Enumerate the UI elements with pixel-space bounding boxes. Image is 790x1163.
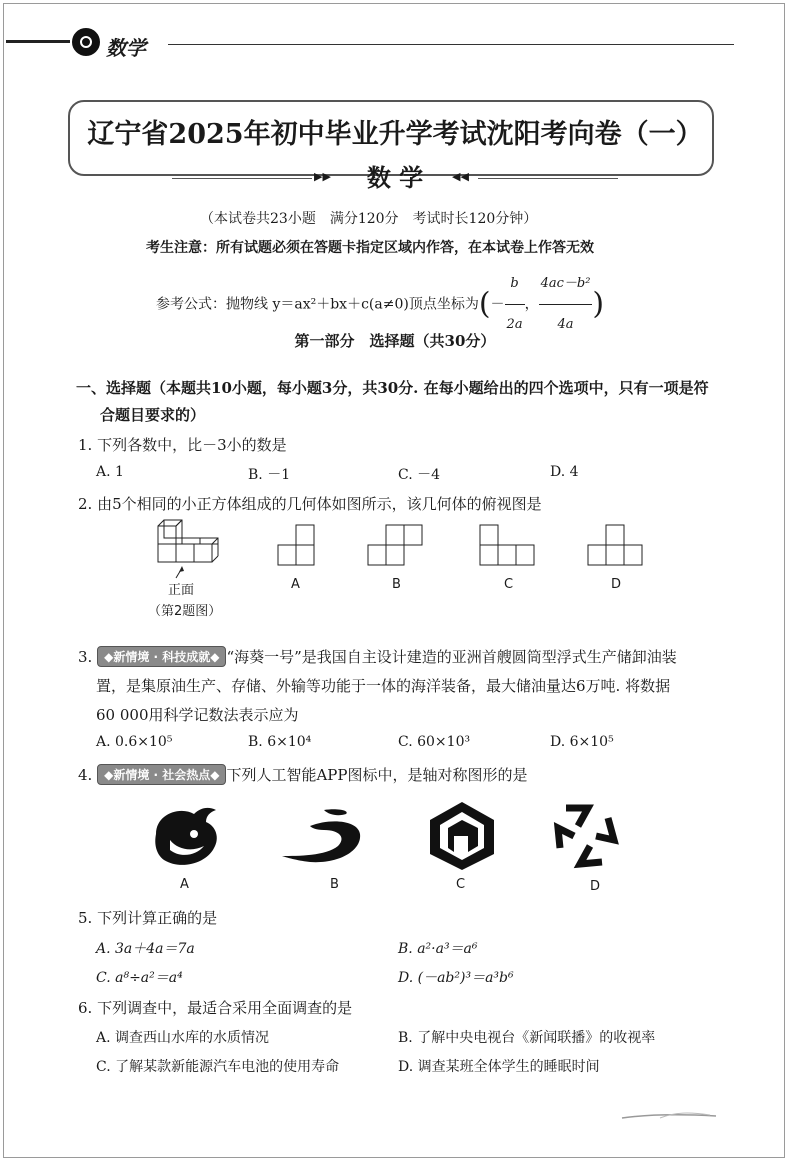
q2-label-b: B bbox=[392, 577, 401, 592]
q3-line1: 3. ◆新情境 · 科技成就◆ “海葵一号”是我国自主设计建造的亚洲首艘圆筒型浮式生产储卸油装 bbox=[78, 648, 677, 666]
q2-label-a: A bbox=[291, 577, 300, 592]
q4-icon-c-hexagon-icon[interactable] bbox=[428, 800, 496, 872]
header-subject: 数学 bbox=[106, 36, 146, 60]
q5-stem: 5. 下列计算正确的是 bbox=[78, 909, 218, 927]
q2-view-b[interactable] bbox=[366, 523, 426, 567]
q6-option-b[interactable]: B. 了解中央电视台《新闻联播》的收视率 bbox=[398, 1030, 656, 1046]
q4-icon-b-swoosh-icon[interactable] bbox=[280, 806, 370, 868]
subtitle-arrows-right: ◀◀ bbox=[452, 170, 469, 183]
q1-option-d[interactable]: D. 4 bbox=[550, 464, 579, 480]
q3-option-a[interactable]: A. 0.6×10⁵ bbox=[96, 734, 173, 750]
q1-stem: 1. 下列各数中，比－3小的数是 bbox=[78, 436, 287, 454]
part1-title: 第一部分 选择题（共30分） bbox=[294, 332, 496, 350]
q4-tag: ◆新情境 · 社会热点◆ bbox=[97, 764, 226, 785]
formula: 参考公式：抛物线 y＝ax²＋bx＋c(a≠0)顶点坐标为(－ $\frac{b}{2a}$ ， $\frac{\text{4ac－b²}}{4a}$ ) bbox=[156, 264, 604, 345]
q4-icon-d-star-icon[interactable] bbox=[552, 800, 622, 872]
q5-option-c[interactable]: C. a⁸÷a²＝a⁴ bbox=[96, 970, 183, 986]
q4-label-b: B bbox=[330, 877, 339, 892]
q3-tag: ◆新情境 · 科技成就◆ bbox=[97, 646, 226, 667]
q1-option-c[interactable]: C. －4 bbox=[398, 467, 441, 483]
q2-solid-figure bbox=[150, 518, 240, 578]
formula-prefix: 参考公式：抛物线 y＝ax²＋bx＋c(a≠0)顶点坐标为 bbox=[156, 296, 479, 313]
q5-option-b[interactable]: B. a²·a³＝a⁶ bbox=[398, 941, 478, 957]
q4-icon-a-whale-icon[interactable] bbox=[150, 804, 224, 870]
q6-stem: 6. 下列调查中，最适合采用全面调查的是 bbox=[78, 999, 353, 1017]
q6-option-d[interactable]: D. 调查某班全体学生的睡眠时间 bbox=[398, 1059, 600, 1075]
page-title: 辽宁省2025年初中毕业升学考试沈阳考向卷（一） bbox=[87, 119, 703, 150]
q2-label-c: C bbox=[504, 577, 514, 592]
q5-option-d[interactable]: D. (－ab²)³＝a³b⁶ bbox=[398, 970, 514, 986]
q2-stem: 2. 由5个相同的小正方体组成的几何体如图所示，该几何体的俯视图是 bbox=[78, 495, 542, 513]
footer-ornament-icon bbox=[620, 1108, 720, 1122]
q1-option-b[interactable]: B. －1 bbox=[248, 467, 291, 483]
q5-option-a[interactable]: A. 3a＋4a＝7a bbox=[96, 941, 195, 957]
section1-line1: 一、选择题（本题共10小题，每小题3分，共30分. 在每小题给出的四个选项中，只有一项是符 bbox=[76, 379, 709, 397]
q3-option-c[interactable]: C. 60×10³ bbox=[398, 734, 471, 750]
page-subtitle: 数 学 bbox=[366, 163, 424, 192]
subtitle-arrows-left: ▶▶ bbox=[314, 170, 331, 183]
q2-figure-caption: （第2题图） bbox=[148, 604, 222, 619]
exam-info: （本试卷共23小题 满分120分 考试时长120分钟） bbox=[200, 211, 538, 227]
q4-label-d: D bbox=[590, 879, 601, 894]
q4-line: 4. ◆新情境 · 社会热点◆ 下列人工智能APP图标中，是轴对称图形的是 bbox=[78, 766, 528, 784]
header-rule-right bbox=[168, 44, 734, 45]
q1-option-a[interactable]: A. 1 bbox=[96, 464, 124, 480]
q3-line3: 60 000用科学记数法表示应为 bbox=[96, 706, 299, 724]
formula-frac-1: $\frac{b}{2a}$ bbox=[505, 264, 525, 345]
q2-view-d[interactable] bbox=[586, 523, 648, 567]
q2-label-d: D bbox=[611, 577, 622, 592]
q6-option-a[interactable]: A. 调查西山水库的水质情况 bbox=[96, 1030, 270, 1046]
q3-option-b[interactable]: B. 6×10⁴ bbox=[248, 734, 312, 750]
header-rule-left bbox=[6, 40, 70, 43]
q4-label-a: A bbox=[180, 877, 189, 892]
q4-label-c: C bbox=[456, 877, 466, 892]
formula-frac-2: $\frac{\text{4ac－b²}}{4a}$ bbox=[539, 264, 593, 345]
q6-option-c[interactable]: C. 了解某款新能源汽车电池的使用寿命 bbox=[96, 1059, 340, 1075]
q2-front-label: 正面 bbox=[168, 583, 195, 598]
q3-line2: 置，是集原油生产、存储、外输等功能于一体的海洋装备，最大储油量达6万吨. 将数据 bbox=[96, 677, 671, 695]
notice: 考生注意：所有试题必须在答题卡指定区域内作答，在本试卷上作答无效 bbox=[146, 240, 594, 256]
q2-view-c[interactable] bbox=[478, 523, 540, 567]
subject-logo-icon bbox=[72, 28, 100, 56]
subtitle-rule-right bbox=[478, 178, 618, 179]
section1-line2: 合题目要求的） bbox=[100, 406, 206, 424]
q2-view-a[interactable] bbox=[276, 523, 316, 567]
q3-option-d[interactable]: D. 6×10⁵ bbox=[550, 734, 614, 750]
